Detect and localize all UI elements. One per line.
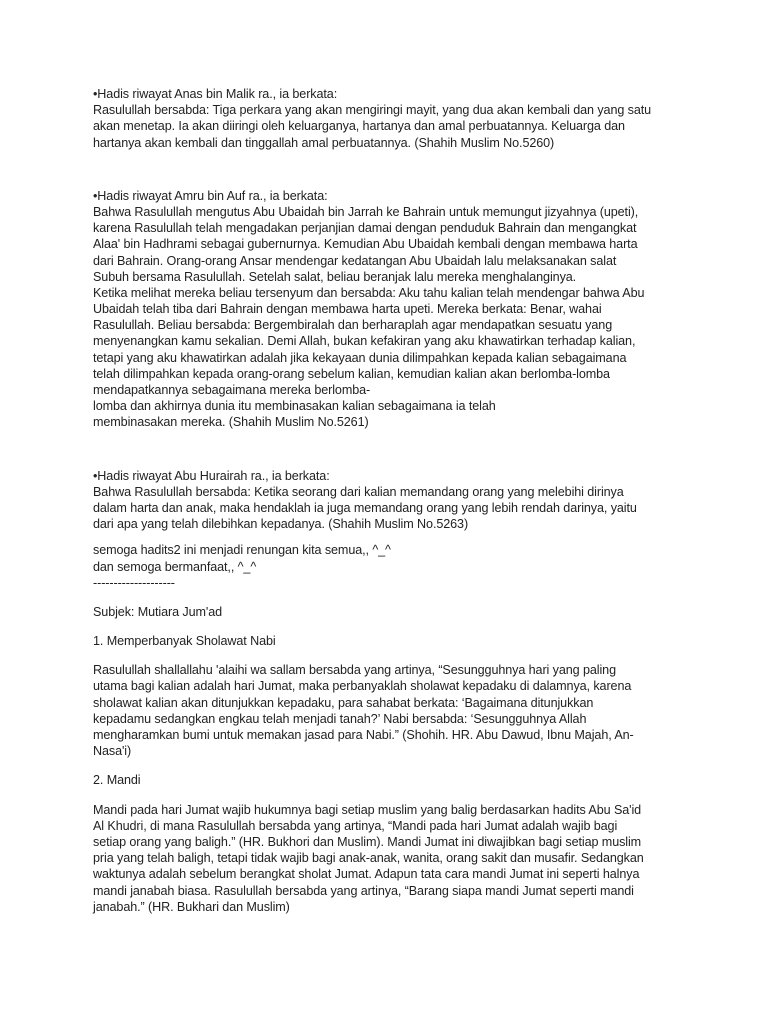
paragraph-line: pria yang telah baligh, tetapi tidak wajib bagi anak-anak, wanita, orang sakit dan musafir. Sedangkan — [93, 851, 644, 866]
paragraph-line: Alaa' bin Hadhrami sebagai gubernurnya. Kemudian Abu Ubaidah kembali dengan membawa harta — [93, 237, 638, 252]
spacer — [93, 151, 713, 188]
paragraph-line: Rasulullah shallallahu 'alaihi wa sallam bersabda yang artinya, “Sesungguhnya hari yang paling — [93, 663, 616, 678]
paragraph-line: Ubaidah telah tiba dari Bahrain dengan membawa harta upeti. Mereka berkata: Benar, wahai — [93, 302, 602, 317]
paragraph-line: mendapatkannya sebagaimana mereka berlomba- — [93, 383, 371, 397]
paragraph-line: waktunya adalah sebelum berangkat sholat Jumat. Adapun tata cara mandi Jumat ini seperti halnya — [93, 867, 640, 882]
closing-line: semoga hadits2 ini menjadi renungan kita semua,, ^_^ — [93, 543, 391, 558]
paragraph-line: akan menetap. Ia akan diiringi oleh keluarganya, hartanya dan amal perbuatannya. Keluarga dan — [93, 119, 625, 134]
section-heading: •Hadis riwayat Abu Hurairah ra., ia berkata: — [93, 468, 330, 483]
paragraph-line: mandi janabah biasa. Rasulullah bersabda yang artinya, “Barang siapa mandi Jumat seperti mandi — [93, 883, 634, 898]
item-heading: 2. Mandi — [93, 773, 141, 788]
section-heading: •Hadis riwayat Amru bin Auf ra., ia berkata: — [93, 188, 328, 203]
paragraph-line: lomba dan akhirnya dunia itu membinasakan kalian sebagaimana ia telah — [93, 399, 496, 414]
closing-section — [93, 542, 713, 591]
paragraph-line: janabah.” (HR. Bukhari dan Muslim) — [93, 899, 290, 914]
paragraph-line: Rasulullah bersabda: Tiga perkara yang akan mengiringi mayit, yang dua akan kembali dan yang satu — [93, 103, 652, 118]
paragraph-line: Mandi pada hari Jumat wajib hukumnya bagi setiap muslim yang balig berdasarkan hadits Abu Sa'id — [93, 802, 642, 817]
paragraph-line: Rasulullah. Beliau bersabda: Bergembiralah dan berharaplah agar mendapatkan sesuatu yang — [93, 318, 613, 333]
hadith-amru-section — [93, 188, 713, 431]
paragraph-line: Subuh bersama Rasulullah. Setelah salat, beliau beranjak lalu mereka menghalanginya. — [93, 269, 577, 284]
sholawat-section — [93, 633, 713, 759]
paragraph-line: karena Rasulullah telah mengadakan perjanjian damai dengan penduduk Bahrain dan mengangkat — [93, 221, 637, 236]
paragraph-line: menyenangkan kamu sekalian. Demi Allah, bukan kefakiran yang aku khawatirkan terhadap kalian, — [93, 334, 636, 349]
paragraph-line: dalam harta dan anak, maka hendaklah ia juga memandang orang yang lebih rendah darinya, yaitu — [93, 500, 637, 515]
section-heading: •Hadis riwayat Anas bin Malik ra., ia berkata: — [93, 87, 338, 101]
paragraph-line: dari apa yang telah dilebihkan kepadanya. (Shahih Muslim No.5263) — [93, 517, 469, 532]
spacer — [93, 649, 713, 662]
hadith-abu-hurairah-section — [93, 468, 713, 533]
separator-line: -------------------- — [93, 575, 175, 590]
paragraph-line: Ketika melihat mereka beliau tersenyum dan bersabda: Aku tahu kalian telah mendengar bahwa Abu — [93, 285, 645, 300]
closing-line: dan semoga bermanfaat,, ^_^ — [93, 559, 257, 574]
paragraph-line: Bahwa Rasulullah bersabda: Ketika seorang dari kalian memandang orang yang melebihi dirinya — [93, 484, 624, 499]
document-page — [93, 86, 713, 915]
paragraph-line: Nasa'i) — [93, 744, 132, 759]
spacer — [93, 591, 713, 604]
paragraph-line: mengharamkan bumi untuk memakan jasad para Nabi.” (Shohih. HR. Abu Dawud, Ibnu Majah, An- — [93, 728, 634, 742]
paragraph-line: telah dilimpahkan kepada orang-orang sebelum kalian, kemudian kalian akan berlomba-lomba — [93, 366, 610, 381]
paragraph-line: Bahwa Rasulullah mengutus Abu Ubaidah bin Jarrah ke Bahrain untuk memungut jizyahnya (upeti), — [93, 204, 639, 219]
mandi-section — [93, 772, 713, 915]
hadith-anas-section — [93, 86, 713, 151]
paragraph-line: Al Khudri, di mana Rasulullah bersabda yang artinya, “Mandi pada hari Jumat adalah wajib bagi — [93, 818, 618, 833]
paragraph-line: setiap orang yang baligh.” (HR. Bukhori dan Muslim). Mandi Jumat ini diwajibkan bagi setiap muslim — [93, 834, 642, 849]
paragraph-line: sholawat kalian akan ditunjukkan kepadaku, para sahabat berkata: ‘Bagaimana ditunjukkan — [93, 695, 594, 710]
item-heading: 1. Memperbanyak Sholawat Nabi — [93, 634, 276, 649]
paragraph-line: tetapi yang aku khawatirkan adalah jika kekayaan dunia dilimpahkan kepada kalian sebagaimana — [93, 350, 627, 365]
spacer — [93, 759, 713, 772]
spacer — [93, 620, 713, 633]
spacer — [93, 532, 713, 542]
paragraph-line: membinasakan mereka. (Shahih Muslim No.5261) — [93, 415, 369, 430]
subject-line: Subjek: Mutiara Jum'ad — [93, 604, 223, 619]
paragraph-line: dari Bahrain. Orang-orang Ansar mendengar kedatangan Abu Ubaidah lalu melaksanakan salat — [93, 253, 617, 268]
paragraph-line: kepadamu sedangkan engkau telah menjadi tanah?’ Nabi bersabda: ‘Sesungguhnya Allah — [93, 711, 587, 726]
paragraph-line: hartanya akan kembali dan tinggallah amal perbuatannya. (Shahih Muslim No.5260) — [93, 135, 555, 150]
paragraph-line: utama bagi kalian adalah hari Jumat, maka perbanyaklah sholawat kepadaku di dalamnya, karena — [93, 679, 632, 694]
spacer — [93, 431, 713, 468]
spacer — [93, 789, 713, 802]
